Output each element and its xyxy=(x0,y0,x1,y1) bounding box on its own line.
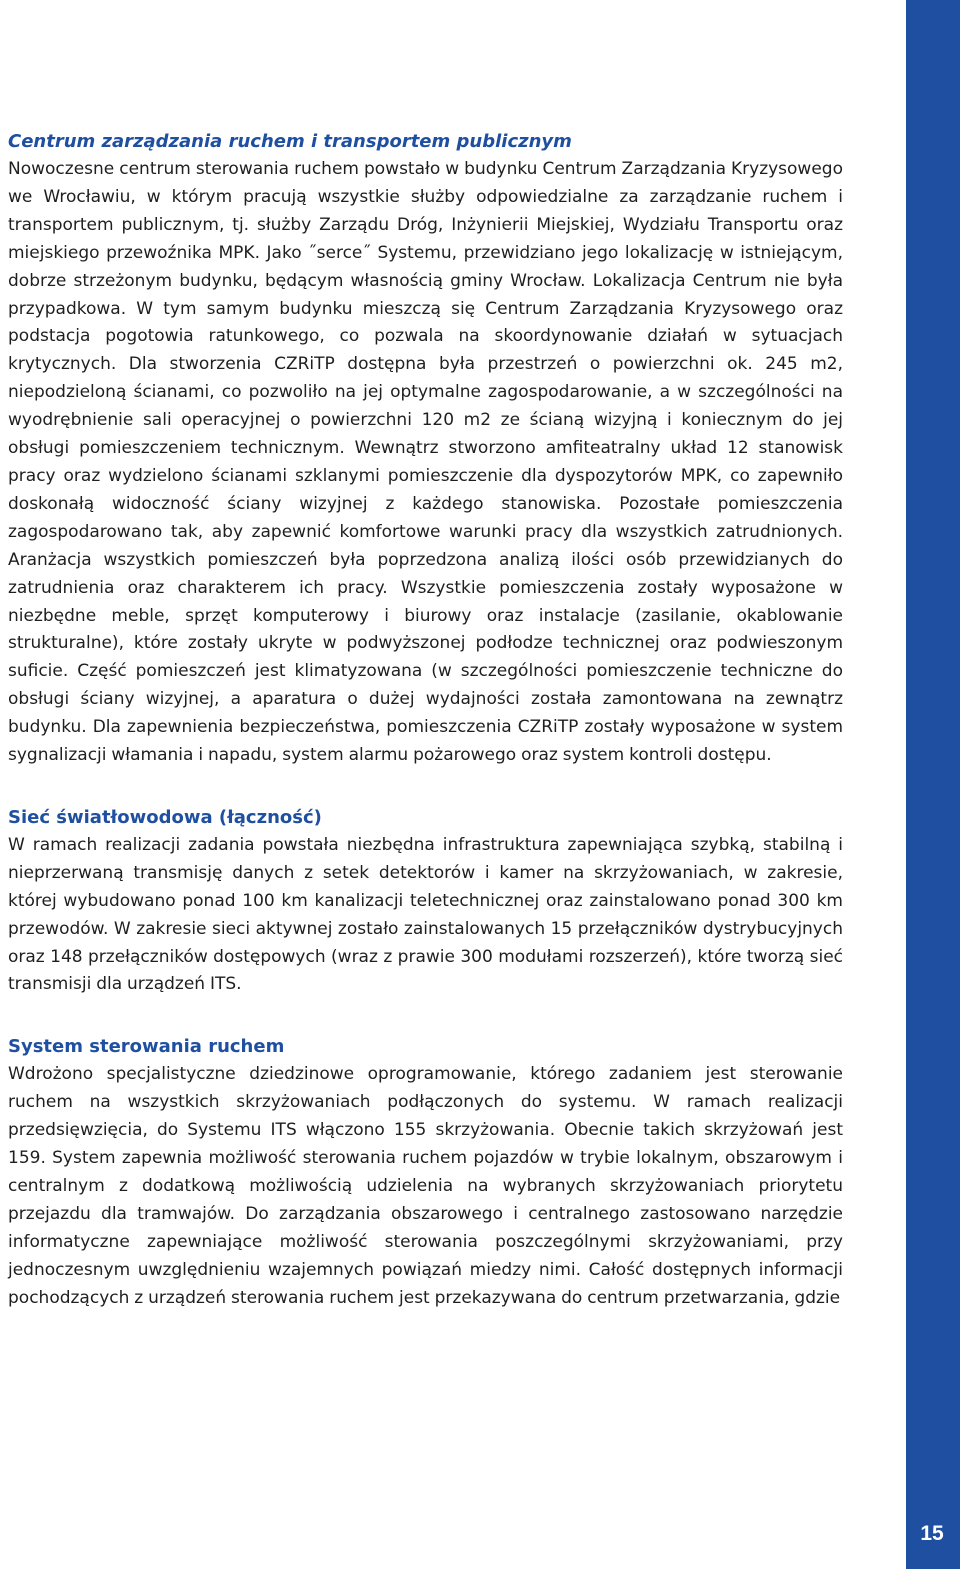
section-heading: Centrum zarządzania ruchem i transportem publicznym xyxy=(8,131,572,152)
section-traffic-center xyxy=(8,128,843,770)
section-paragraph: Wdrożono specjalistyczne dziedzinowe oprogramowanie, którego zadaniem jest sterowanie ruchem na wszystkich skrzyżowaniach podłączonych do systemu. W ramach realizacji przedsięwzięcia, do Systemu ITS włączono 155 skrzyżowania. Obecnie takich skrzyżowań jest 159. System zapewnia możliwość sterowania ruchem pojazdów w trybie lokalnym, obszarowym i centralnym z dodatkową możliwością udzielenia na wybranych skrzyżowaniach priorytetu przejazdu dla tramwajów. Do zarządzania obszarowego i centralnego zastosowano narzędzie informatyczne zapewniające możliwość sterowania poszczególnymi skrzyżowaniami, przy jednoczesnym uwzględnieniu wzajemnych powiązań miedzy nimi. Całość dostępnych informacji pochodzących z urządzeń sterowania ruchem jest przekazywana do centrum przetwarzania, gdzie xyxy=(8,1064,843,1308)
section-heading: System sterowania ruchem xyxy=(8,1036,285,1058)
section-traffic-control xyxy=(8,1033,843,1312)
section-paragraph: Nowoczesne centrum sterowania ruchem powstało w budynku Centrum Zarządzania Kryzysowego we Wrocławiu, w którym pracują wszystkie służby odpowiedzialne za zarządzanie ruchem i transportem publicznym, tj. służby Zarządu Dróg, Inżynierii Miejskiej, Wydziału Transportu oraz miejskiego przewoźnika MPK. Jako ˝serce˝ Systemu, przewidziano jego lokalizację w istniejącym, dobrze strzeżonym budynku, będącym własnością gminy Wrocław. Lokalizacja Centrum nie była przypadkowa. W tym samym budynku mieszczą się Centrum Zarządzania Kryzysowego oraz podstacja pogotowia ratunkowego, co pozwala na skoordynowanie działań w sytuacjach krytycznych. Dla stworzenia CZRiTP dostępna była przestrzeń o powierzchni ok. 245 m2, niepodzieloną ścianami, co pozwoliło na jej optymalne zagospodarowanie, a w szczególności na wyodrębnienie sali operacyjnej o powierzchni 120 m2 ze ścianą wizyjną i koniecznym do jej obsługi pomieszczeniem technicznym. Wewnątrz stworzono amfiteatralny układ 12 stanowisk pracy oraz wydzielono ścianami szklanymi pomieszczenie dla dyspozytorów MPK, co zapewniło doskonałą widoczność ściany wizyjnej z każdego stanowiska. Pozostałe pomieszczenia zagospodarowano tak, aby zapewnić komfortowe warunki pracy dla wszystkich zatrudnionych. Aranżacja wszystkich pomieszczeń była poprzedzona analizą ilości osób przewidzianych do zatrudnienia oraz charakterem ich pracy. Wszystkie pomieszczenia zostały wyposażone w niezbędne meble, sprzęt komputerowy i biurowy oraz instalacje (zasilanie, okablowanie strukturalne), które zostały ukryte w podwyższonej podłodze technicznej oraz podwieszonym suficie. Część pomieszczeń jest klimatyzowana (w szczególności pomieszczenie techniczne do obsługi ściany wizyjnej, a aparatura o dużej wydajności została zamontowana na zewnątrz budynku. Dla zapewnienia bezpieczeństwa, pomieszczenia CZRiTP zostały wyposażone w system sygnalizacji włamania i napadu, system alarmu pożarowego oraz system kontroli dostępu. xyxy=(8,159,843,766)
page-number: 15 xyxy=(920,1522,944,1545)
section-paragraph: W ramach realizacji zadania powstała niezbędna infrastruktura zapewniająca szybką, stabilną i nieprzerwaną transmisję danych z setek detektorów i kamer na skrzyżowaniach, w zakresie, której wybudowano ponad 100 km kanalizacji teletechnicznej oraz zainstalowano ponad 300 km przewodów. W zakresie sieci aktywnej zostało zainstalowanych 15 przełączników dystrybucyjnych oraz 148 przełączników dostępowych (wraz z prawie 300 modułami rozszerzeń), które tworzą sieć transmisji dla urządzeń ITS. xyxy=(8,834,843,995)
side-band xyxy=(906,0,960,1569)
section-heading: Sieć światłowodowa (łączność) xyxy=(8,806,322,828)
page-content xyxy=(8,128,843,1347)
section-fiber-network xyxy=(8,804,843,999)
